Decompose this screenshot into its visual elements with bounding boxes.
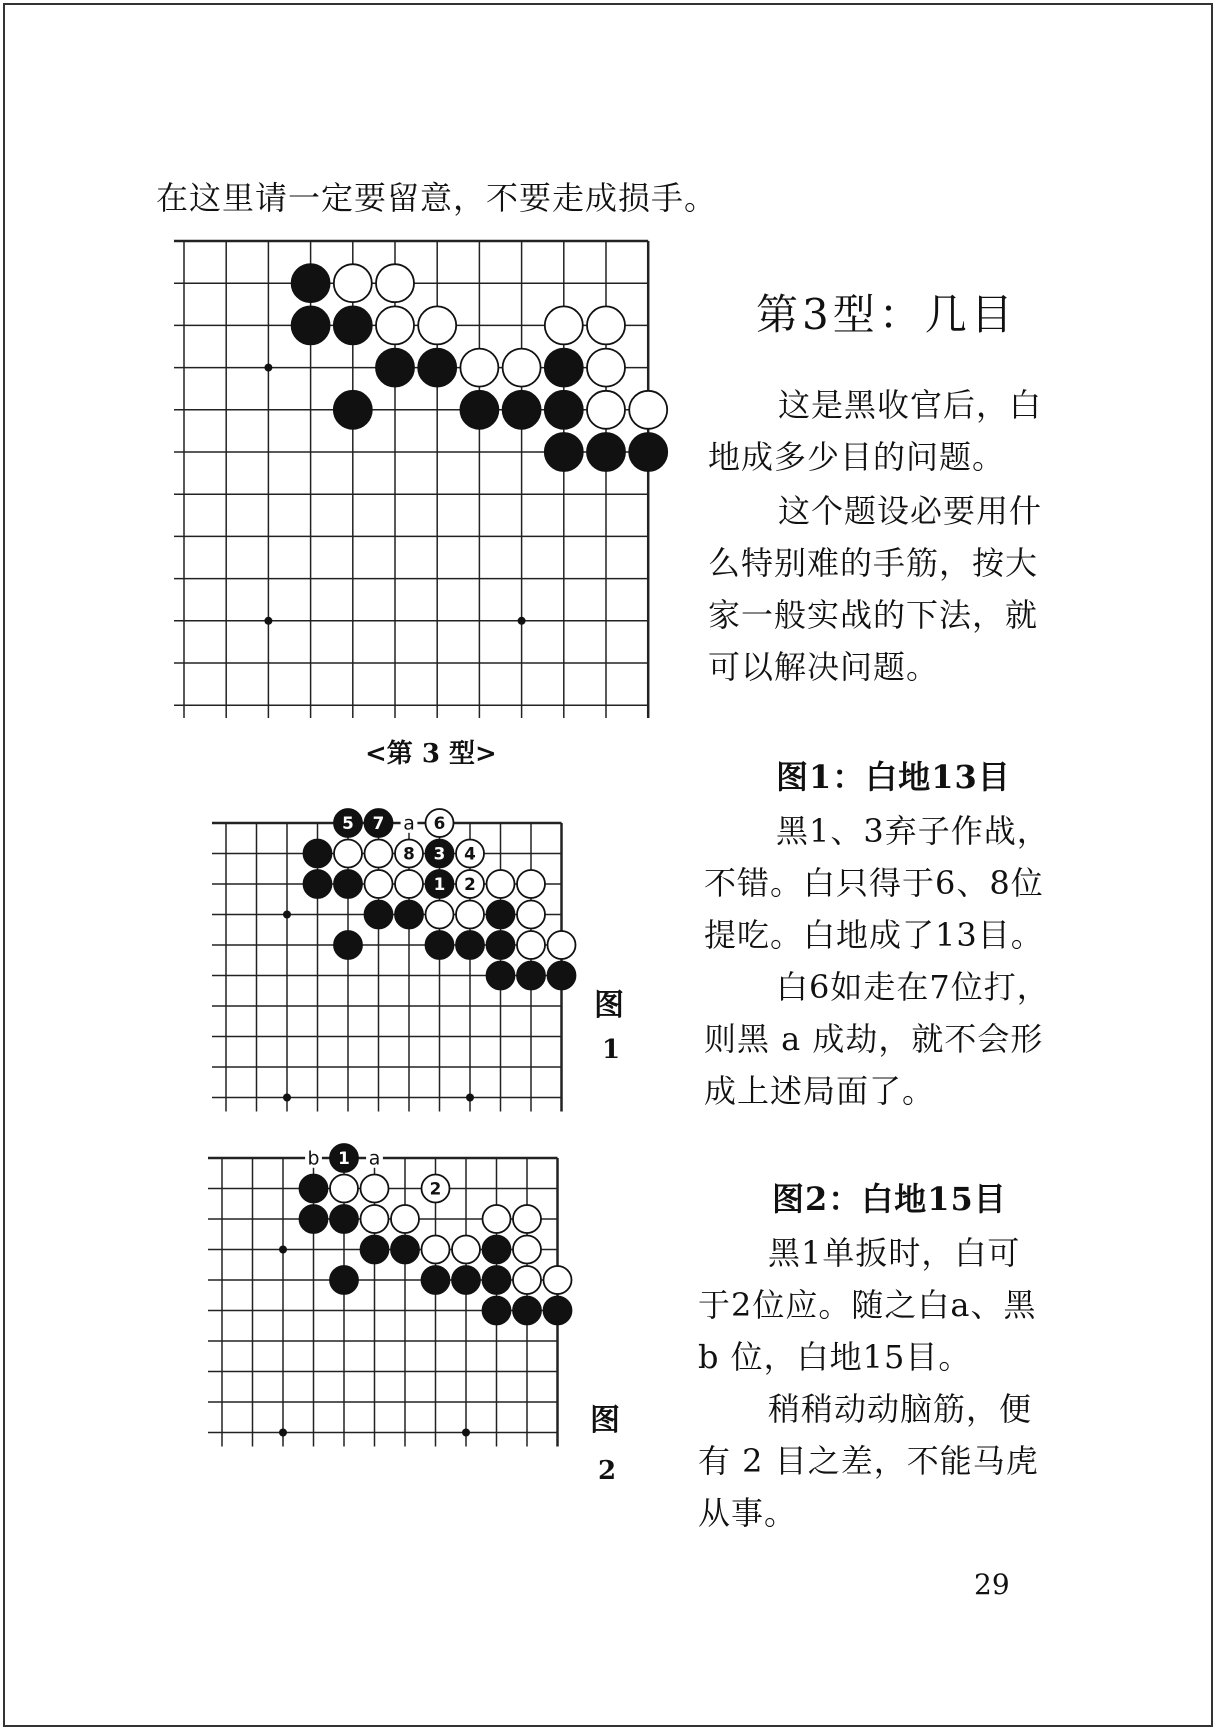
fig1-line-4: 白6如走在7位打， <box>776 968 1050 1006</box>
fig1-line-3: 提吃。白地成了13目。 <box>704 916 1044 954</box>
white-stone <box>587 391 625 429</box>
fig1-label-num: 1 <box>602 1035 621 1065</box>
fig2-go-board <box>208 1142 593 1452</box>
black-stone <box>545 433 583 471</box>
black-stone <box>503 391 541 429</box>
stone-move-number: 4 <box>464 843 476 864</box>
fig2-label-char: 图 <box>590 1403 620 1438</box>
white-stone <box>517 870 545 898</box>
white-stone <box>517 901 545 929</box>
problem-title: 第3型：几目 <box>756 290 1017 339</box>
white-stone <box>513 1205 541 1233</box>
intro-line-1: 这是黑收官后，白 <box>778 386 1043 424</box>
white-stone <box>426 901 454 929</box>
white-stone <box>376 264 414 302</box>
white-stone <box>545 306 583 344</box>
stone-move-number: 5 <box>342 812 354 833</box>
white-stone <box>334 264 372 302</box>
white-stone <box>503 349 541 387</box>
white-stone <box>365 840 393 868</box>
white-stone <box>513 1266 541 1294</box>
black-stone <box>330 1205 358 1233</box>
black-stone <box>483 1266 511 1294</box>
fig2-line-6: 从事。 <box>698 1494 798 1532</box>
fig2-hoshi-point <box>462 1429 470 1437</box>
black-stone <box>456 931 484 959</box>
stone-move-number: 3 <box>433 843 446 864</box>
black-stone <box>426 931 454 959</box>
black-stone <box>330 1266 358 1294</box>
white-stone <box>517 931 545 959</box>
fig1-hoshi-point <box>283 911 291 919</box>
black-stone <box>418 349 456 387</box>
black-stone <box>422 1266 450 1294</box>
white-stone <box>460 349 498 387</box>
white-stone <box>548 931 576 959</box>
main-go-board <box>174 228 694 718</box>
fig1-heading: 图1：白地13目 <box>776 758 1011 796</box>
fig2-line-1: 黑1单扳时，白可 <box>768 1234 1021 1272</box>
black-stone <box>334 306 372 344</box>
black-stone <box>395 901 423 929</box>
white-stone <box>487 870 515 898</box>
white-stone <box>391 1205 419 1233</box>
fig1-go-board <box>212 806 597 1116</box>
black-stone <box>545 349 583 387</box>
fig1-line-2: 不错。白只得于6、8位 <box>704 864 1044 902</box>
stone-move-number: 2 <box>429 1178 442 1199</box>
white-stone <box>334 840 362 868</box>
stone-move-number: 7 <box>372 812 385 833</box>
fig2-line-3: b 位，白地15目。 <box>698 1338 972 1376</box>
fig1-hoshi-point <box>466 1094 474 1102</box>
black-stone <box>460 391 498 429</box>
black-stone <box>587 433 625 471</box>
intro-line-3: 这个题设必要用什 <box>778 492 1043 530</box>
white-stone <box>361 1205 389 1233</box>
fig2-line-5: 有 2 目之差，不能马虎 <box>698 1442 1039 1480</box>
main-hoshi-point <box>264 364 272 372</box>
stone-move-number: 1 <box>433 873 446 894</box>
white-stone <box>587 306 625 344</box>
fig2-heading: 图2：白地15目 <box>772 1180 1007 1218</box>
black-stone <box>548 962 576 990</box>
fig1-hoshi-point <box>283 1094 291 1102</box>
stone-move-number: 8 <box>403 843 415 864</box>
fig2-hoshi-point <box>279 1246 287 1254</box>
black-stone <box>487 931 515 959</box>
top-line: 在这里请一定要留意，不要走成损手。 <box>156 179 718 217</box>
black-stone <box>304 870 332 898</box>
fig2-hoshi-point <box>279 1429 287 1437</box>
intro-line-6: 可以解决问题。 <box>708 648 940 686</box>
white-stone <box>395 870 423 898</box>
main-hoshi-point <box>264 617 272 625</box>
black-stone <box>304 840 332 868</box>
fig2-label-num: 2 <box>598 1456 617 1486</box>
black-stone <box>334 391 372 429</box>
fig2-line-4: 稍稍动动脑筋，便 <box>768 1390 1033 1428</box>
black-stone <box>334 870 362 898</box>
stone-move-number: 2 <box>464 873 476 894</box>
fig2-line-2: 于2位应。随之白a、黑 <box>698 1286 1037 1324</box>
intro-line-2: 地成多少目的问题。 <box>708 438 1006 476</box>
black-stone <box>300 1175 328 1203</box>
black-stone <box>517 962 545 990</box>
stone-move-number: 6 <box>433 812 446 833</box>
fig2-point-mark: b <box>307 1147 320 1170</box>
black-stone <box>629 433 667 471</box>
black-stone <box>292 264 330 302</box>
black-stone <box>300 1205 328 1233</box>
black-stone <box>292 306 330 344</box>
main-hoshi-point <box>518 617 526 625</box>
white-stone <box>361 1175 389 1203</box>
black-stone <box>545 391 583 429</box>
fig1-label-char: 图 <box>594 988 624 1023</box>
fig1-point-mark: a <box>403 812 415 835</box>
black-stone <box>483 1297 511 1325</box>
black-stone <box>487 901 515 929</box>
black-stone <box>361 1236 389 1264</box>
black-stone <box>513 1297 541 1325</box>
stone-move-number: 1 <box>338 1147 350 1168</box>
main-board-caption: <第 3 型> <box>365 739 497 769</box>
white-stone <box>483 1205 511 1233</box>
black-stone <box>391 1236 419 1264</box>
white-stone <box>544 1266 572 1294</box>
fig1-line-6: 成上述局面了。 <box>704 1072 936 1110</box>
white-stone <box>629 391 667 429</box>
white-stone <box>587 349 625 387</box>
black-stone <box>376 349 414 387</box>
white-stone <box>456 901 484 929</box>
fig1-line-5: 则黑 a 成劫，就不会形 <box>704 1020 1044 1058</box>
white-stone <box>452 1236 480 1264</box>
intro-line-4: 么特别难的手筋，按大 <box>708 544 1039 582</box>
black-stone <box>483 1236 511 1264</box>
black-stone <box>452 1266 480 1294</box>
intro-line-5: 家一般实战的下法，就 <box>708 596 1039 634</box>
fig2-point-mark: a <box>368 1147 381 1170</box>
black-stone <box>334 931 362 959</box>
page-number: 29 <box>974 1568 1010 1601</box>
black-stone <box>487 962 515 990</box>
white-stone <box>376 306 414 344</box>
white-stone <box>365 870 393 898</box>
black-stone <box>365 901 393 929</box>
white-stone <box>330 1175 358 1203</box>
white-stone <box>422 1236 450 1264</box>
black-stone <box>544 1297 572 1325</box>
white-stone <box>418 306 456 344</box>
white-stone <box>513 1236 541 1264</box>
fig1-line-1: 黑1、3弃子作战， <box>776 812 1050 850</box>
